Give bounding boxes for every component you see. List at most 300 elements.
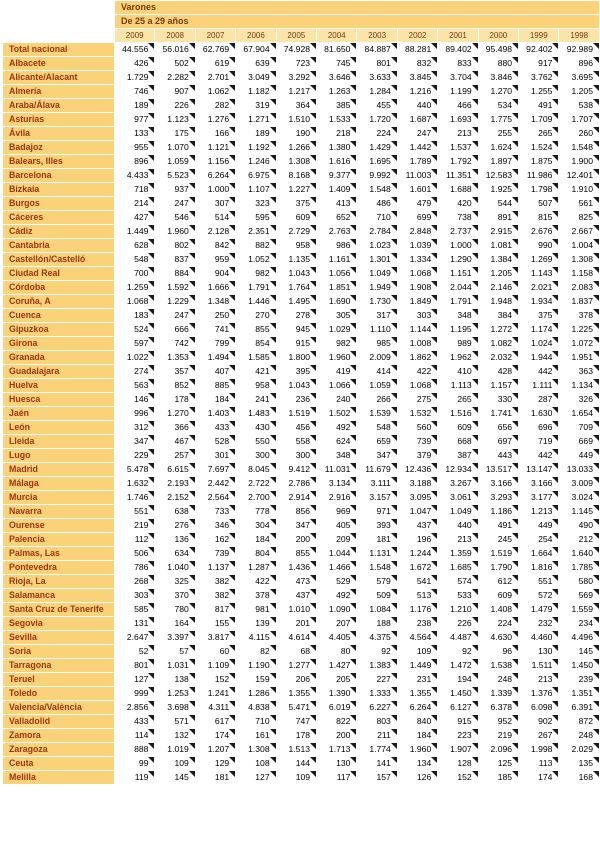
data-cell: 11.003 — [398, 169, 437, 182]
data-cell: 1.210 — [438, 603, 477, 616]
data-cell: 1.559 — [559, 603, 599, 616]
data-cell: 1.687 — [398, 113, 437, 126]
data-cell: 2.083 — [559, 281, 599, 294]
year-header-1998: 1998 — [559, 29, 599, 42]
data-cell: 181 — [196, 771, 235, 784]
data-cell: 786 — [115, 561, 154, 574]
data-cell: 1.816 — [519, 561, 558, 574]
row-label: Granada — [3, 351, 114, 364]
data-cell: 628 — [115, 239, 154, 252]
data-cell: 833 — [438, 57, 477, 70]
data-cell: 528 — [196, 435, 235, 448]
data-cell: 323 — [236, 197, 275, 210]
data-cell: 802 — [155, 239, 194, 252]
data-cell: 437 — [277, 589, 316, 602]
data-cell: 1.785 — [559, 561, 599, 574]
data-cell: 548 — [357, 421, 396, 434]
data-cell: 305 — [317, 309, 356, 322]
data-cell: 989 — [438, 337, 477, 350]
data-cell: 1.059 — [357, 379, 396, 392]
data-cell: 9.412 — [277, 463, 316, 476]
data-cell: 1.409 — [317, 183, 356, 196]
data-cell: 1.353 — [155, 351, 194, 364]
data-cell: 958 — [236, 379, 275, 392]
data-cell: 364 — [277, 99, 316, 112]
data-cell: 558 — [277, 435, 316, 448]
data-cell: 224 — [357, 127, 396, 140]
data-cell: 456 — [277, 421, 316, 434]
row-label: Bizkaia — [3, 183, 114, 196]
data-cell: 1.685 — [438, 561, 477, 574]
data-cell: 1.068 — [115, 295, 154, 308]
row-label: Badajoz — [3, 141, 114, 154]
data-cell: 492 — [317, 589, 356, 602]
data-cell: 226 — [155, 99, 194, 112]
data-cell: 6.975 — [236, 169, 275, 182]
data-cell: 347 — [357, 449, 396, 462]
data-cell: 561 — [559, 197, 599, 210]
data-cell: 189 — [236, 127, 275, 140]
data-cell: 915 — [277, 337, 316, 350]
data-cell: 1.270 — [155, 407, 194, 420]
row-label: Coruña, A — [3, 295, 114, 308]
data-cell: 5.478 — [115, 463, 154, 476]
row-label: Murcia — [3, 491, 114, 504]
data-cell: 612 — [479, 575, 518, 588]
data-cell: 126 — [398, 771, 437, 784]
data-cell: 80 — [317, 645, 356, 658]
table-row — [3, 113, 599, 126]
data-cell: 741 — [196, 323, 235, 336]
data-cell: 1.442 — [398, 141, 437, 154]
data-cell: 231 — [398, 673, 437, 686]
row-label: Zamora — [3, 729, 114, 742]
data-cell: 319 — [236, 99, 275, 112]
table-row — [3, 211, 599, 224]
data-cell: 1.962 — [438, 351, 477, 364]
data-cell: 11.351 — [438, 169, 477, 182]
data-cell: 1.271 — [236, 113, 275, 126]
data-cell: 1.052 — [236, 253, 275, 266]
data-cell: 12.401 — [559, 169, 599, 182]
data-cell: 1.000 — [438, 239, 477, 252]
data-cell: 275 — [398, 393, 437, 406]
data-cell: 3.695 — [559, 71, 599, 84]
data-cell: 548 — [115, 253, 154, 266]
data-cell: 330 — [479, 393, 518, 406]
data-cell: 609 — [438, 421, 477, 434]
row-label: Asturias — [3, 113, 114, 126]
data-cell: 6.391 — [559, 701, 599, 714]
data-cell: 363 — [559, 365, 599, 378]
data-cell: 1.538 — [479, 659, 518, 672]
data-cell: 544 — [479, 197, 518, 210]
data-cell: 1.276 — [196, 113, 235, 126]
data-cell: 184 — [196, 393, 235, 406]
row-label: Lleida — [3, 435, 114, 448]
data-cell: 1.390 — [317, 687, 356, 700]
data-cell: 490 — [559, 519, 599, 532]
data-cell: 152 — [196, 673, 235, 686]
data-cell: 2.096 — [479, 743, 518, 756]
data-cell: 825 — [559, 211, 599, 224]
row-label: Total nacional — [3, 43, 114, 56]
table-row — [3, 337, 599, 350]
data-cell: 585 — [115, 603, 154, 616]
data-cell: 219 — [115, 519, 154, 532]
data-cell: 479 — [398, 197, 437, 210]
data-cell: 4.375 — [357, 631, 396, 644]
data-cell: 840 — [398, 715, 437, 728]
row-label: Ávila — [3, 127, 114, 140]
data-cell: 1.199 — [438, 85, 477, 98]
data-cell: 109 — [398, 645, 437, 658]
data-cell: 1.182 — [236, 85, 275, 98]
data-cell: 1.585 — [236, 351, 275, 364]
data-cell: 1.450 — [438, 687, 477, 700]
data-cell: 738 — [438, 211, 477, 224]
data-cell: 375 — [277, 197, 316, 210]
data-cell: 206 — [277, 673, 316, 686]
data-cell: 213 — [438, 533, 477, 546]
data-cell: 255 — [479, 127, 518, 140]
data-cell: 2.914 — [277, 491, 316, 504]
data-cell: 254 — [519, 533, 558, 546]
data-cell: 1.110 — [357, 323, 396, 336]
data-cell: 82 — [236, 645, 275, 658]
table-row — [3, 57, 599, 70]
data-cell: 109 — [155, 757, 194, 770]
table-row — [3, 225, 599, 238]
data-cell: 393 — [357, 519, 396, 532]
data-cell: 1.537 — [438, 141, 477, 154]
table-row — [3, 743, 599, 756]
row-label: Balears, Illes — [3, 155, 114, 168]
data-cell: 1.049 — [357, 267, 396, 280]
data-cell: 733 — [196, 505, 235, 518]
data-cell: 3.293 — [479, 491, 518, 504]
data-cell: 129 — [196, 757, 235, 770]
data-cell: 486 — [357, 197, 396, 210]
data-cell: 57 — [155, 645, 194, 658]
data-cell: 1.446 — [236, 295, 275, 308]
data-cell: 1.287 — [236, 561, 275, 574]
data-cell: 1.533 — [317, 113, 356, 126]
data-cell: 1.925 — [479, 183, 518, 196]
data-cell: 937 — [155, 183, 194, 196]
data-cell: 915 — [438, 715, 477, 728]
data-cell: 1.616 — [317, 155, 356, 168]
data-cell: 138 — [155, 673, 194, 686]
data-cell: 414 — [357, 365, 396, 378]
data-cell: 638 — [155, 505, 194, 518]
data-cell: 945 — [277, 323, 316, 336]
data-cell: 492 — [317, 421, 356, 434]
row-label: Salamanca — [3, 589, 114, 602]
table-row — [3, 645, 599, 658]
data-cell: 1.934 — [519, 295, 558, 308]
row-label: Ciudad Real — [3, 267, 114, 280]
data-cell: 145 — [559, 645, 599, 658]
data-cell: 1.068 — [398, 379, 437, 392]
data-cell: 1.630 — [519, 407, 558, 420]
data-cell: 2.193 — [155, 477, 194, 490]
data-cell: 985 — [357, 337, 396, 350]
data-cell: 1.548 — [357, 561, 396, 574]
data-cell: 442 — [519, 365, 558, 378]
data-cell: 419 — [317, 365, 356, 378]
data-cell: 307 — [196, 197, 235, 210]
corner-cell — [3, 15, 114, 28]
data-cell: 1.472 — [438, 659, 477, 672]
data-cell: 1.548 — [357, 183, 396, 196]
data-cell: 1.008 — [398, 337, 437, 350]
data-cell: 260 — [559, 127, 599, 140]
data-cell: 250 — [196, 309, 235, 322]
data-cell: 4.838 — [236, 701, 275, 714]
data-cell: 3.846 — [479, 71, 518, 84]
data-cell: 1.207 — [196, 743, 235, 756]
data-cell: 247 — [155, 197, 194, 210]
data-cell: 1.195 — [438, 323, 477, 336]
data-cell: 127 — [236, 771, 275, 784]
table-row — [3, 281, 599, 294]
data-cell: 533 — [438, 589, 477, 602]
data-cell: 746 — [115, 85, 154, 98]
data-cell: 1.044 — [317, 547, 356, 560]
data-cell: 696 — [519, 421, 558, 434]
data-cell: 560 — [398, 421, 437, 434]
data-cell: 904 — [196, 267, 235, 280]
data-cell: 433 — [196, 421, 235, 434]
data-cell: 1.056 — [317, 267, 356, 280]
data-cell: 2.786 — [277, 477, 316, 490]
data-cell: 2.009 — [357, 351, 396, 364]
row-label: Toledo — [3, 687, 114, 700]
table-row — [3, 519, 599, 532]
data-cell: 84.887 — [357, 43, 396, 56]
data-cell: 382 — [196, 589, 235, 602]
data-cell: 669 — [559, 435, 599, 448]
data-cell: 248 — [559, 729, 599, 742]
table-row — [3, 673, 599, 686]
data-cell: 842 — [196, 239, 235, 252]
data-cell: 1.449 — [398, 659, 437, 672]
data-cell: 1.513 — [277, 743, 316, 756]
table-row — [3, 715, 599, 728]
data-cell: 218 — [317, 127, 356, 140]
data-cell: 1.450 — [559, 659, 599, 672]
row-label: Cáceres — [3, 211, 114, 224]
data-cell: 902 — [519, 715, 558, 728]
data-cell: 1.192 — [236, 141, 275, 154]
table-row — [3, 323, 599, 336]
data-cell: 745 — [317, 57, 356, 70]
data-cell: 2.856 — [115, 701, 154, 714]
data-cell: 88.281 — [398, 43, 437, 56]
data-cell: 801 — [115, 659, 154, 672]
data-cell: 1.791 — [438, 295, 477, 308]
table-row — [3, 757, 599, 770]
table-row — [3, 505, 599, 518]
data-cell: 128 — [438, 757, 477, 770]
data-cell: 4.614 — [277, 631, 316, 644]
table-row — [3, 309, 599, 322]
data-cell: 4.487 — [438, 631, 477, 644]
data-cell: 550 — [236, 435, 275, 448]
data-cell: 1.791 — [236, 281, 275, 294]
data-cell: 421 — [236, 365, 275, 378]
data-cell: 1.427 — [317, 659, 356, 672]
data-cell: 1.907 — [438, 743, 477, 756]
data-cell: 551 — [519, 575, 558, 588]
table-row — [3, 253, 599, 266]
data-cell: 130 — [317, 757, 356, 770]
data-table — [2, 0, 600, 785]
data-cell: 3.267 — [438, 477, 477, 490]
data-cell: 145 — [155, 771, 194, 784]
data-cell: 880 — [479, 57, 518, 70]
data-cell: 1.190 — [236, 659, 275, 672]
data-cell: 52 — [115, 645, 154, 658]
data-cell: 1.135 — [277, 253, 316, 266]
data-cell: 1.263 — [317, 85, 356, 98]
data-cell: 854 — [236, 337, 275, 350]
table-row — [3, 239, 599, 252]
data-cell: 804 — [236, 547, 275, 560]
data-cell: 1.308 — [236, 743, 275, 756]
data-cell: 1.707 — [559, 113, 599, 126]
data-cell: 67.904 — [236, 43, 275, 56]
row-label: Araba/Álava — [3, 99, 114, 112]
year-header-2008: 2008 — [155, 29, 194, 42]
data-cell: 428 — [479, 365, 518, 378]
row-label: Cantabria — [3, 239, 114, 252]
data-cell: 9.992 — [357, 169, 396, 182]
data-cell: 117 — [317, 771, 356, 784]
table-row — [3, 435, 599, 448]
data-cell: 420 — [438, 197, 477, 210]
data-cell: 1.339 — [479, 687, 518, 700]
table-row — [3, 267, 599, 280]
data-cell: 4.630 — [479, 631, 518, 644]
data-cell: 1.837 — [559, 295, 599, 308]
data-cell: 969 — [317, 505, 356, 518]
data-cell: 108 — [236, 757, 275, 770]
data-cell: 1.384 — [479, 253, 518, 266]
row-label: Lugo — [3, 449, 114, 462]
data-cell: 2.029 — [559, 743, 599, 756]
data-cell: 3.188 — [398, 477, 437, 490]
year-header-2002: 2002 — [398, 29, 437, 42]
data-cell: 378 — [236, 589, 275, 602]
data-cell: 1.043 — [277, 379, 316, 392]
data-cell: 3.166 — [519, 477, 558, 490]
data-cell: 2.128 — [196, 225, 235, 238]
row-label: Castellón/Castelló — [3, 253, 114, 266]
data-cell: 139 — [236, 617, 275, 630]
data-cell: 6.264 — [196, 169, 235, 182]
data-cell: 917 — [519, 57, 558, 70]
table-row — [3, 43, 599, 56]
table-row — [3, 575, 599, 588]
data-cell: 1.084 — [357, 603, 396, 616]
row-label: Albacete — [3, 57, 114, 70]
data-cell: 597 — [115, 337, 154, 350]
data-cell: 241 — [236, 393, 275, 406]
data-cell: 132 — [155, 729, 194, 742]
data-cell: 1.109 — [196, 659, 235, 672]
data-cell: 407 — [196, 365, 235, 378]
data-cell: 659 — [357, 435, 396, 448]
data-cell: 2.442 — [196, 477, 235, 490]
data-cell: 719 — [519, 435, 558, 448]
data-cell: 1.161 — [317, 253, 356, 266]
data-cell: 2.667 — [559, 225, 599, 238]
data-cell: 184 — [236, 533, 275, 546]
data-cell: 2.152 — [155, 491, 194, 504]
row-label: Palencia — [3, 533, 114, 546]
data-cell: 977 — [115, 113, 154, 126]
table-row — [3, 393, 599, 406]
data-cell: 1.121 — [196, 141, 235, 154]
row-label: Melilla — [3, 771, 114, 784]
data-cell: 855 — [236, 323, 275, 336]
data-cell: 3.704 — [438, 71, 477, 84]
data-cell: 5.471 — [277, 701, 316, 714]
data-cell: 718 — [115, 183, 154, 196]
data-cell: 89.402 — [438, 43, 477, 56]
data-cell: 815 — [519, 211, 558, 224]
data-cell: 44.556 — [115, 43, 154, 56]
data-cell: 114 — [115, 729, 154, 742]
data-cell: 1.672 — [398, 561, 437, 574]
data-cell: 56.016 — [155, 43, 194, 56]
data-cell: 92 — [357, 645, 396, 658]
data-cell: 174 — [519, 771, 558, 784]
table-row — [3, 477, 599, 490]
data-cell: 524 — [115, 323, 154, 336]
data-cell: 896 — [115, 155, 154, 168]
data-cell: 317 — [357, 309, 396, 322]
data-cell: 1.246 — [236, 155, 275, 168]
row-label: Huesca — [3, 393, 114, 406]
data-cell: 3.292 — [277, 71, 316, 84]
data-cell: 1.429 — [357, 141, 396, 154]
data-cell: 4.311 — [196, 701, 235, 714]
data-cell: 224 — [479, 617, 518, 630]
data-cell: 248 — [479, 673, 518, 686]
data-cell: 986 — [317, 239, 356, 252]
year-header-1999: 1999 — [519, 29, 558, 42]
data-cell: 1.695 — [357, 155, 396, 168]
data-cell: 200 — [317, 729, 356, 742]
data-cell: 449 — [519, 519, 558, 532]
data-cell: 1.355 — [398, 687, 437, 700]
data-cell: 213 — [519, 673, 558, 686]
data-cell: 1.308 — [559, 253, 599, 266]
data-cell: 2.784 — [357, 225, 396, 238]
data-cell: 1.690 — [317, 295, 356, 308]
data-cell: 413 — [317, 197, 356, 210]
data-cell: 130 — [519, 645, 558, 658]
data-cell: 1.449 — [115, 225, 154, 238]
data-cell: 952 — [479, 715, 518, 728]
data-cell: 1.290 — [438, 253, 477, 266]
table-row — [3, 197, 599, 210]
data-cell: 1.875 — [519, 155, 558, 168]
data-cell: 92 — [438, 645, 477, 658]
